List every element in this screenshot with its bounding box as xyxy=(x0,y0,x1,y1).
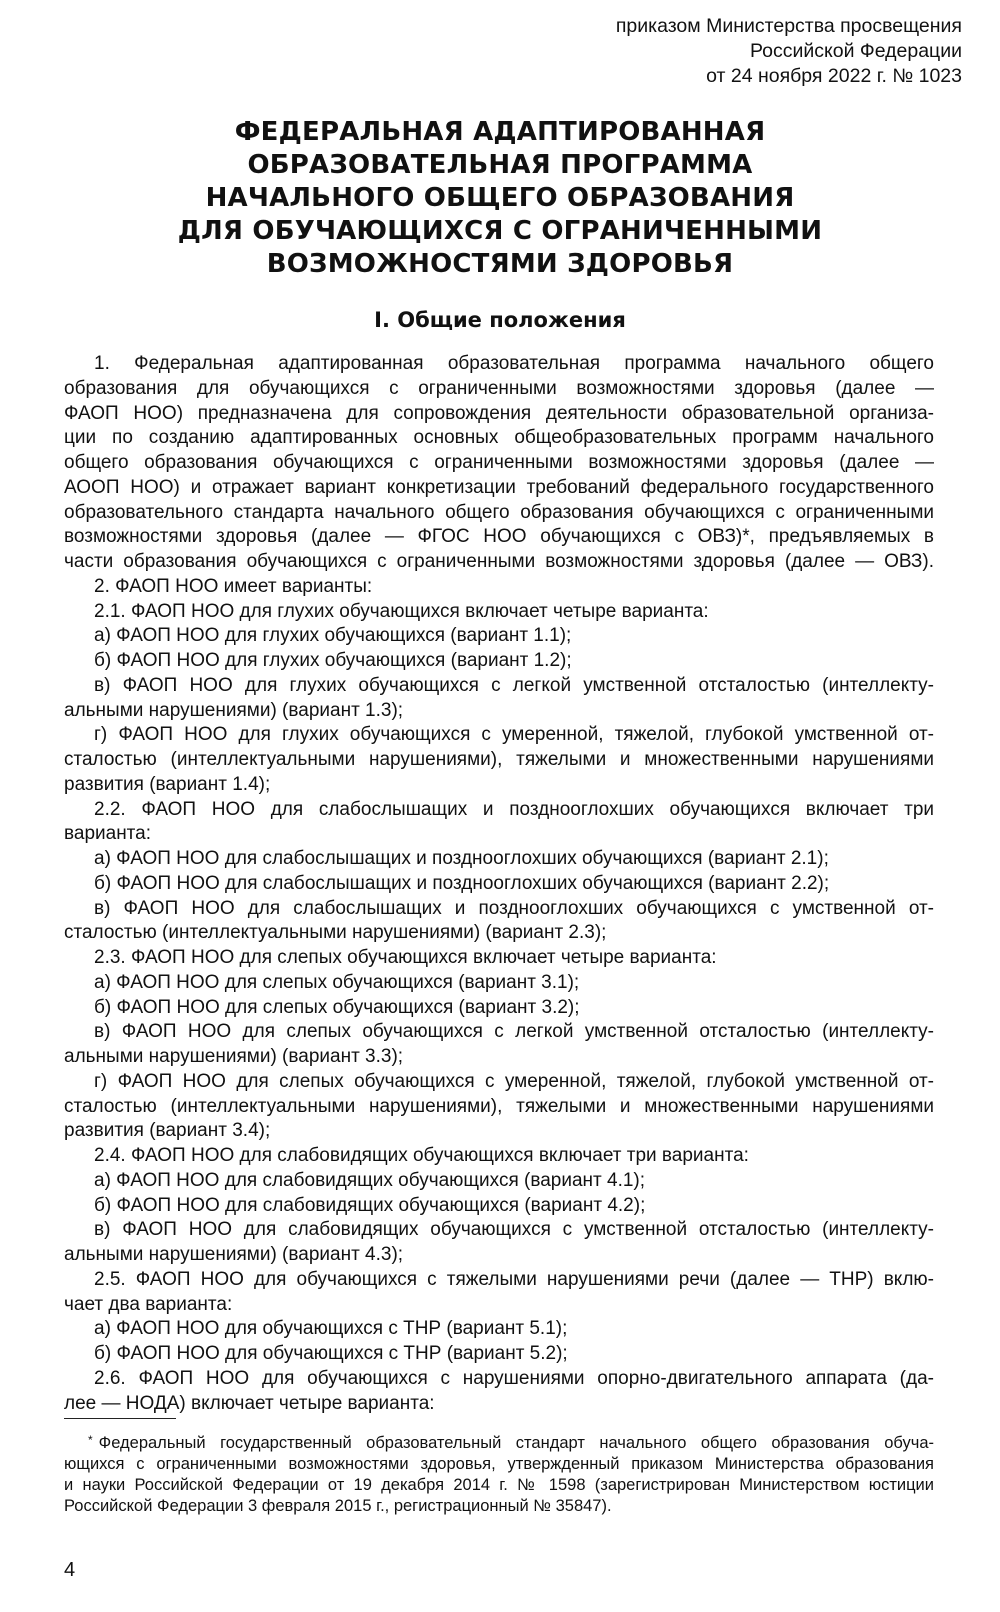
section-heading: I. Общие положения xyxy=(374,308,626,332)
text-line: 2.1. ФАОП НОО для глухих обучающихся включает четыре варианта: xyxy=(94,600,709,622)
text-line: чает два варианта: xyxy=(64,1293,233,1315)
text-line: г) ФАОП НОО для слепых обучающихся с умеренной, тяжелой, глубокой умственной от- xyxy=(94,1070,934,1092)
text-line: развития (вариант 1.4); xyxy=(64,773,271,795)
footnote-line: ющихся с ограниченными возможностями здоровья, утвержденный приказом Министерства образования xyxy=(64,1455,934,1473)
text-line: 2. ФАОП НОО имеет варианты: xyxy=(94,575,373,597)
text-line: варианта: xyxy=(64,823,152,845)
text-line: ФАОП НОО) предназначена для сопровождения деятельности образовательной организа- xyxy=(64,402,934,424)
text-line: в) ФАОП НОО для слабослышащих и позднооглохших обучающихся с умственной от- xyxy=(94,897,934,919)
text-line: в) ФАОП НОО для глухих обучающихся с легкой умственной отсталостью (интеллекту- xyxy=(94,674,934,696)
text-line: б) ФАОП НОО для слабослышащих и позднооглохших обучающихся (вариант 2.2); xyxy=(94,872,830,894)
text-line: 2.5. ФАОП НОО для обучающихся с тяжелыми нарушениями речи (далее — ТНР) вклю- xyxy=(94,1268,934,1290)
text-line: альными нарушениями) (вариант 1.3); xyxy=(64,699,404,721)
text-line: сталостью (интеллектуальными нарушениями) (вариант 2.3); xyxy=(64,922,607,944)
text-line: развития (вариант 3.4); xyxy=(64,1120,271,1142)
text-line: а) ФАОП НОО для глухих обучающихся (вариант 1.1); xyxy=(94,625,572,647)
text-line: возможностями здоровья (далее — ФГОС НОО обучающихся с ОВЗ)*, предъявляемых в xyxy=(64,526,934,548)
document-title xyxy=(0,116,1000,281)
order-reference-line: приказом Министерства просвещения xyxy=(615,15,962,37)
text-line: сталостью (интеллектуальными нарушениями), тяжелыми и множественными нарушениями xyxy=(64,749,934,770)
text-line: 2.4. ФАОП НОО для слабовидящих обучающихся включает три варианта: xyxy=(94,1145,749,1166)
text-line: части образования обучающихся с ограниченными возможностями здоровья (далее — ОВЗ). xyxy=(64,551,934,572)
order-reference-line: от 24 ноября 2022 г. № 1023 xyxy=(706,65,962,87)
body-text xyxy=(64,352,934,1416)
text-line: б) ФАОП НОО для слепых обучающихся (вариант 3.2); xyxy=(94,996,580,1018)
footnote-line xyxy=(64,1430,934,1454)
text-line: в) ФАОП НОО для слепых обучающихся с легкой умственной отсталостью (интеллекту- xyxy=(94,1021,934,1043)
footnote-line: и науки Российской Федерации от 19 декабря 2014 г. № 1598 (зарегистрирован Министерством юстиции xyxy=(64,1476,934,1494)
text-line: 2.3. ФАОП НОО для слепых обучающихся включает четыре варианта: xyxy=(94,947,717,968)
text-line: б) ФАОП НОО для слабовидящих обучающихся (вариант 4.2); xyxy=(94,1194,646,1216)
title-line: ДЛЯ ОБУЧАЮЩИХСЯ С ОГРАНИЧЕННЫМИ xyxy=(177,216,823,246)
text-line: а) ФАОП НОО для слабослышащих и позднооглохших обучающихся (вариант 2.1); xyxy=(94,848,829,869)
text-line: общего образования обучающихся с ограниченными возможностями здоровья (далее — xyxy=(64,452,934,473)
order-reference-line: Российской Федерации xyxy=(749,40,962,62)
text-line: 2.6. ФАОП НОО для обучающихся с нарушениями опорно-двигательного аппарата (да- xyxy=(94,1367,934,1389)
text-line: б) ФАОП НОО для обучающихся с ТНР (вариант 5.2); xyxy=(94,1343,568,1364)
title-line: НАЧАЛЬНОГО ОБЩЕГО ОБРАЗОВАНИЯ xyxy=(205,183,795,213)
text-line: альными нарушениями) (вариант 3.3); xyxy=(64,1046,404,1067)
text-line: а) ФАОП НОО для слепых обучающихся (вариант 3.1); xyxy=(94,971,580,993)
footnote-text: Федеральный государственный образовательный стандарт начального общего образования обуча- xyxy=(98,1434,934,1452)
text-line: а) ФАОП НОО для слабовидящих обучающихся (вариант 4.1); xyxy=(94,1169,646,1191)
text-line: альными нарушениями) (вариант 4.3); xyxy=(64,1244,404,1265)
text-line: а) ФАОП НОО для обучающихся с ТНР (вариант 5.1); xyxy=(94,1318,568,1340)
text-line: в) ФАОП НОО для слабовидящих обучающихся с умственной отсталостью (интеллекту- xyxy=(94,1219,934,1241)
title-line: ОБРАЗОВАТЕЛЬНАЯ ПРОГРАММА xyxy=(247,150,753,180)
order-reference xyxy=(616,14,962,89)
text-line: лее — НОДА) включает четыре варианта: xyxy=(64,1392,435,1414)
footnote-mark: * xyxy=(88,1433,93,1447)
text-line: г) ФАОП НОО для глухих обучающихся с умеренной, тяжелой, глубокой умственной от- xyxy=(94,724,934,746)
title-line: ФЕДЕРАЛЬНАЯ АДАПТИРОВАННАЯ xyxy=(234,117,766,147)
footnote-divider xyxy=(64,1418,176,1419)
text-line: ции по созданию адаптированных основных общеобразовательных программ начального xyxy=(64,427,934,449)
text-line: сталостью (интеллектуальными нарушениями), тяжелыми и множественными нарушениями xyxy=(64,1095,934,1117)
footnote xyxy=(64,1430,934,1517)
title-line: ВОЗМОЖНОСТЯМИ ЗДОРОВЬЯ xyxy=(266,249,734,279)
page-number: 4 xyxy=(64,1559,76,1581)
text-line: 1. Федеральная адаптированная образовательная программа начального общего xyxy=(94,353,934,374)
text-line: образовательного стандарта начального общего образования обучающихся с ограниченными xyxy=(64,501,934,523)
text-line: образования для обучающихся с ограниченными возможностями здоровья (далее — xyxy=(64,377,934,399)
text-line: АООП НОО) и отражает вариант конкретизации требований федерального государственного xyxy=(64,476,934,498)
footnote-line: Российской Федерации 3 февраля 2015 г., регистрационный № 35847). xyxy=(64,1497,612,1515)
text-line: б) ФАОП НОО для глухих обучающихся (вариант 1.2); xyxy=(94,650,572,671)
text-line: 2.2. ФАОП НОО для слабослышащих и позднооглохших обучающихся включает три xyxy=(94,798,934,820)
